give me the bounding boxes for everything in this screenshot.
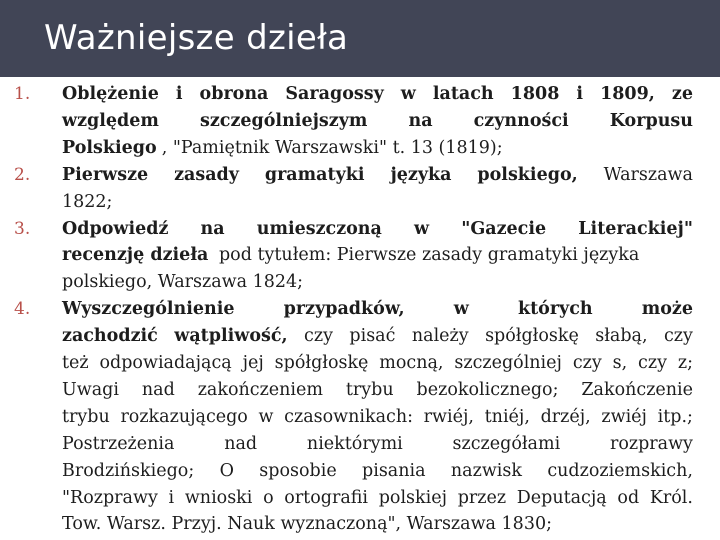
word: Zakończenie: [581, 379, 693, 400]
text-line: [62, 163, 693, 187]
word: rozprawy: [609, 433, 693, 454]
word: i: [168, 487, 175, 508]
word: cudzoziemskich,: [547, 460, 693, 481]
word: nazwisk: [450, 460, 522, 481]
word: 1822;: [62, 191, 113, 212]
word: Król.: [649, 487, 693, 508]
word: też: [62, 353, 89, 373]
word: i: [175, 84, 183, 104]
word: zasady: [174, 164, 239, 185]
word: Brodzińskiego;: [62, 460, 195, 481]
word: czy: [663, 326, 693, 347]
list-number: 3.: [14, 218, 31, 239]
word: Literackiej": [578, 218, 693, 239]
word: itp.;: [657, 406, 693, 427]
text-line: [62, 405, 693, 429]
word: rwiéj,: [423, 406, 474, 427]
list-number: 4.: [14, 299, 31, 320]
word: czy: [304, 326, 333, 347]
word: Oblężenie: [62, 84, 159, 104]
word: trybu: [62, 406, 110, 427]
word: ortografii: [284, 487, 369, 508]
word: czynności: [473, 110, 569, 131]
word: w: [453, 299, 469, 320]
word: z;: [677, 353, 693, 373]
word: w: [414, 218, 430, 239]
word: języka: [390, 164, 452, 185]
word: wnioski: [184, 487, 253, 508]
title-bar: [0, 0, 720, 77]
word: 1809,: [600, 84, 655, 104]
word: czy: [638, 353, 667, 373]
text-line: [62, 486, 693, 510]
text-line: [62, 109, 693, 133]
word: mocną,: [379, 353, 444, 373]
word: Tow. Warsz. Przyj. Nauk wyznaczoną", Warszawa 1830;: [62, 514, 552, 535]
word: polskiej: [378, 487, 448, 508]
word: trybu: [345, 379, 394, 400]
text-line: [62, 297, 693, 321]
word: na: [408, 110, 433, 131]
word: pisania: [362, 460, 426, 481]
word: nad: [141, 379, 175, 400]
text-line: [62, 82, 693, 106]
word: gramatyki: [264, 164, 365, 185]
word: O: [219, 460, 234, 481]
word: pisać: [349, 326, 396, 347]
text-line: [62, 270, 693, 294]
word: odpowiadającą: [99, 353, 232, 373]
word: od: [617, 487, 640, 508]
word: rozkazującego: [120, 406, 248, 427]
word: Deputacją: [516, 487, 607, 508]
word: tniéj,: [484, 406, 530, 427]
word: w: [400, 84, 416, 104]
word: Polskiego , "Pamiętnik Warszawski" t. 13 (1819);: [62, 137, 503, 158]
word: w: [258, 406, 274, 427]
text-line: [62, 378, 693, 402]
word: polskiego, Warszawa 1824;: [62, 272, 304, 293]
text-line: [62, 243, 693, 267]
word: zakończeniem: [197, 379, 323, 400]
word: Odpowiedź: [62, 218, 169, 239]
word: recenzję dzieła pod tytułem: Pierwsze zasady gramatyki języka: [62, 245, 640, 266]
text-line: [62, 351, 693, 375]
word: szczególniejszym: [200, 110, 368, 131]
list-number: 1.: [14, 84, 31, 104]
word: wątpliwość,: [174, 326, 288, 347]
word: na: [200, 218, 225, 239]
word: "Rozprawy: [62, 487, 158, 508]
word: spółgłoskę: [274, 353, 369, 373]
word: o: [263, 487, 274, 508]
word: Uwagi: [62, 379, 119, 400]
text-line: [62, 512, 693, 536]
word: latach: [432, 84, 494, 104]
word: jej: [242, 353, 264, 373]
word: przez: [457, 487, 507, 508]
slide-title: Ważniejsze dzieła: [44, 18, 349, 58]
text-line: [62, 324, 693, 348]
word: szczególniej: [454, 353, 562, 373]
word: których: [517, 299, 593, 320]
word: polskiego,: [477, 164, 578, 185]
word: umieszczoną: [256, 218, 382, 239]
word: "Gazecie: [461, 218, 547, 239]
word: zachodzić: [62, 326, 158, 347]
text-line: [62, 190, 693, 214]
word: 1808: [510, 84, 560, 104]
text-line: [62, 459, 693, 483]
word: ze: [671, 84, 693, 104]
word: słabą,: [595, 326, 648, 347]
word: sposobie: [259, 460, 337, 481]
word: s,: [612, 353, 628, 373]
word: nad: [224, 433, 258, 454]
word: spółgłoskę: [485, 326, 579, 347]
word: Wyszczególnienie: [62, 299, 235, 320]
text-line: [62, 217, 693, 241]
text-line: [62, 136, 693, 160]
word: zwiéj: [601, 406, 647, 427]
word: i: [576, 84, 584, 104]
text-line: [62, 432, 693, 456]
word: obrona: [199, 84, 269, 104]
word: bezokolicznego;: [416, 379, 559, 400]
word: drzéj,: [540, 406, 591, 427]
word: Korpusu: [609, 110, 693, 131]
word: czy: [572, 353, 602, 373]
word: niektórymi: [306, 433, 403, 454]
word: Saragossy: [285, 84, 384, 104]
word: szczegółami: [452, 433, 561, 454]
word: Postrzeżenia: [62, 433, 175, 454]
word: czasownikach:: [284, 406, 413, 427]
word: Warszawa: [603, 164, 693, 185]
word: względem: [62, 110, 159, 131]
word: może: [641, 299, 693, 320]
word: należy: [411, 326, 469, 347]
word: Pierwsze: [62, 164, 149, 185]
list-number: 2.: [14, 164, 31, 185]
word: przypadków,: [283, 299, 405, 320]
